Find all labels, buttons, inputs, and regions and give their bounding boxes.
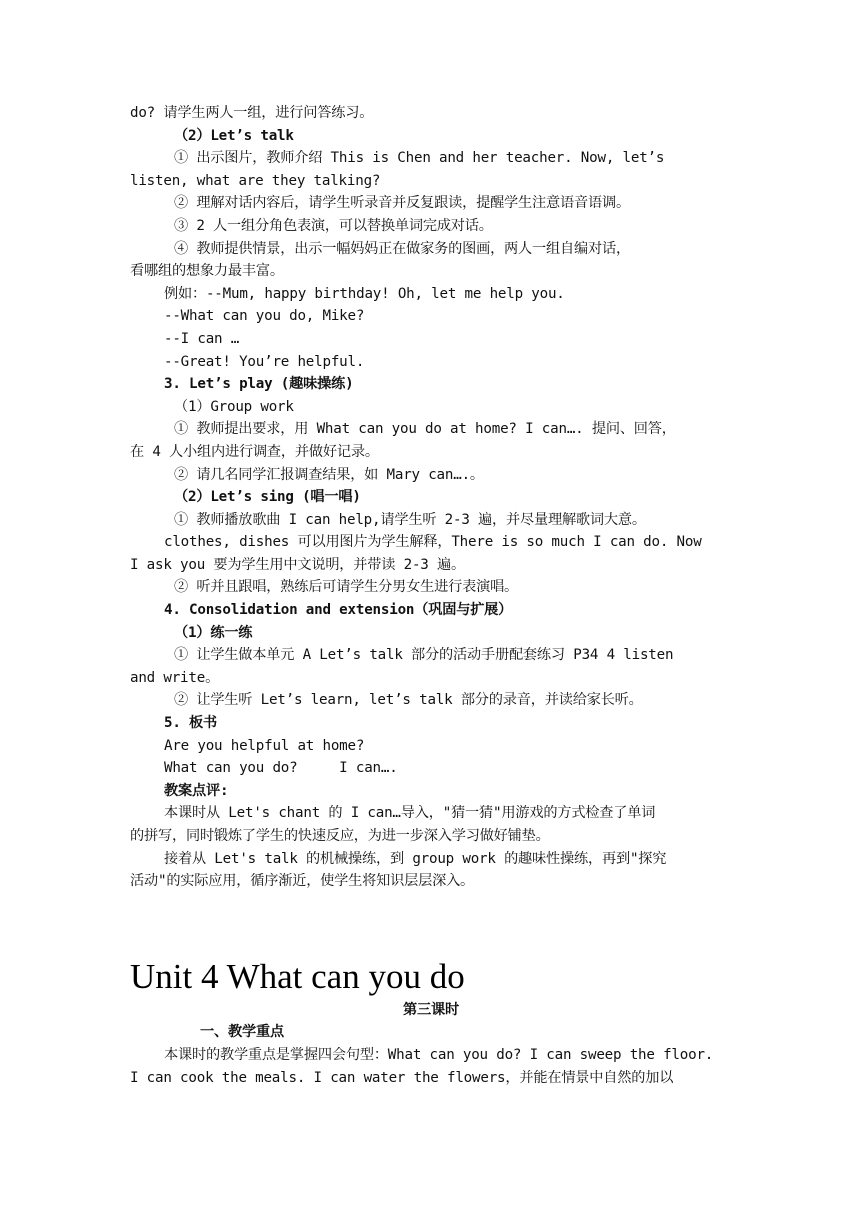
unit-title: Unit 4 What can you do [130, 956, 465, 996]
lesson-title: 第三课时 [403, 1001, 459, 1018]
text-line: I ask you 要为学生用中文说明，并带读 2-3 遍。 [130, 556, 465, 573]
text-line: 在 4 人小组内进行调查，并做好记录。 [130, 443, 379, 460]
text-line: ① 出示图片，教师介绍 This is Chen and her teacher. Now, let’s [174, 150, 665, 167]
text-line: clothes, dishes 可以用图片为学生解释，There is so much I can do. Now [164, 534, 702, 551]
text-line: ① 教师播放歌曲 I can help,请学生听 2-3 遍，并尽量理解歌词大意。 [174, 511, 646, 528]
text-line: ① 教师提出要求，用 What can you do at home? I can…. 提问、回答， [174, 421, 676, 438]
section-heading: 3. Let’s play (趣味操练) [164, 376, 354, 393]
review-heading: 教案点评: [164, 782, 229, 799]
text-line: 本课时的教学重点是掌握四会句型：What can you do? I can sweep the floor. [164, 1046, 714, 1063]
text-line: ④ 教师提供情景，出示一幅妈妈正在做家务的图画，两人一组自编对话， [174, 240, 630, 257]
section-heading: 一、教学重点 [200, 1024, 284, 1041]
text-line: ③ 2 人一组分角色表演，可以替换单词完成对话。 [174, 217, 493, 234]
text-line: --What can you do, Mike? [164, 308, 365, 325]
text-line: do? 请学生两人一组，进行问答练习。 [130, 105, 374, 121]
text-line: --I can … [164, 330, 240, 347]
spacer [130, 893, 732, 947]
text-line: 的拼写，同时锻炼了学生的快速反应，为进一步深入学习做好铺垫。 [130, 828, 550, 844]
text-line: 本课时从 Let's chant 的 I can…导入，"猜一猜"用游戏的方式检查了单词 [164, 805, 656, 822]
subsection-heading: （2）Let’s talk [174, 127, 294, 144]
text-line: listen, what are they talking? [130, 172, 381, 189]
text-line: ② 让学生听 Let’s learn, let’s talk 部分的录音，并读给家长听。 [174, 692, 643, 709]
text-line: 活动"的实际应用，循序渐近，使学生将知识层层深入。 [130, 873, 475, 890]
text-line: ② 请几名同学汇报调查结果，如 Mary can….。 [174, 466, 484, 483]
document-page [130, 102, 732, 1089]
text-line: and write。 [130, 669, 220, 686]
text-line: ② 理解对话内容后，请学生听录音并反复跟读，提醒学生注意语音语调。 [174, 195, 630, 212]
text-line: ② 听并且跟唱，熟练后可请学生分男女生进行表演唱。 [174, 579, 519, 596]
text-line: I can cook the meals. I can water the flowers，并能在情景中自然的加以 [130, 1069, 674, 1086]
blackboard-line: What can you do? I can…. [164, 760, 398, 777]
subsection-heading: （1）练一练 [174, 624, 253, 641]
section-heading: 4. Consolidation and extension（巩固与扩展） [164, 602, 513, 619]
blackboard-line: Are you helpful at home? [164, 737, 365, 754]
text-line: ① 让学生做本单元 A Let’s talk 部分的活动手册配套练习 P34 4 listen [174, 647, 674, 664]
text-line: 接着从 Let's talk 的机械操练，到 group work 的趣味性操练，再到"探究 [164, 850, 667, 867]
text-line: 例如：--Mum, happy birthday! Oh, let me help you. [164, 285, 565, 302]
text-line: 看哪组的想象力最丰富。 [130, 263, 284, 280]
section-heading: 5. 板书 [164, 715, 217, 732]
subsection-heading: （2）Let’s sing (唱一唱) [174, 489, 361, 506]
subsection-heading: （1）Group work [174, 398, 294, 415]
text-line: --Great! You’re helpful. [164, 353, 365, 370]
